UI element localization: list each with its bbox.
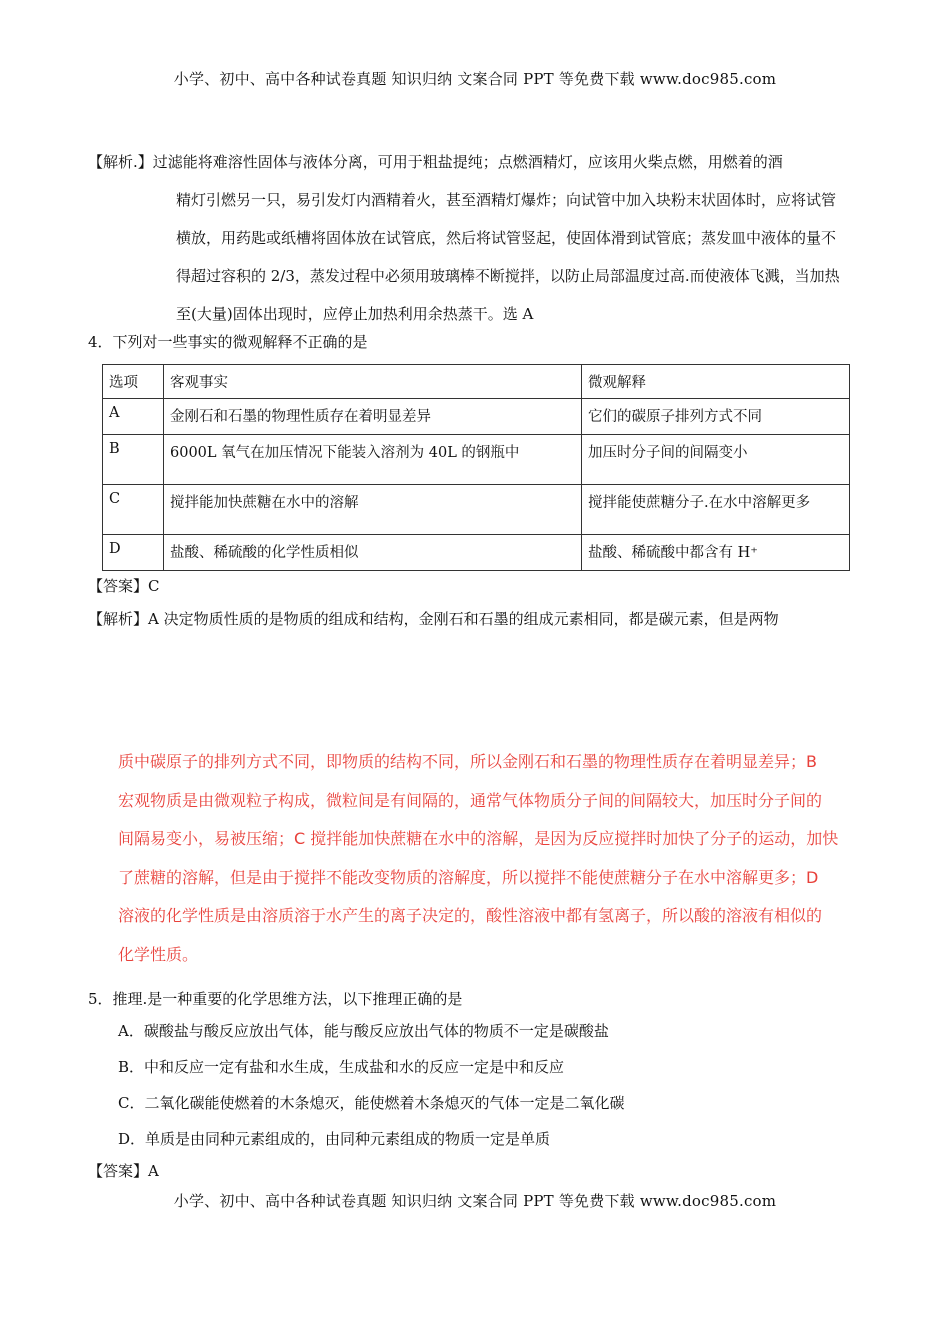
red-line: 了蔗糖的溶解，但是由于搅拌不能改变物质的溶解度，所以搅拌不能使蔗糖分子在水中溶解更多；D: [118, 867, 819, 887]
table-header-cell: 选项: [103, 365, 164, 399]
analysis-continuation-red: [118, 743, 878, 974]
red-line: 溶液的化学性质是由溶质溶于水产生的离子决定的，酸性溶液中都有氢离子，所以酸的溶液有相似的: [118, 906, 823, 925]
table-row: [103, 399, 850, 435]
red-line: 间隔易变小，易被压缩；C 搅拌能加快蔗糖在水中的溶解，是因为反应搅拌时加快了分子的运动，加快: [118, 829, 839, 848]
table-cell: 加压时分子间的间隔变小: [582, 435, 850, 485]
analysis-line: 【解析.】过滤能将难溶性固体与液体分离，可用于粗盐提纯；点燃酒精灯，应该用火柴点燃，用燃着的酒: [88, 153, 783, 171]
table-cell: 它们的碳原子排列方式不同: [582, 399, 850, 435]
table-cell: 盐酸、稀硫酸中都含有 H⁺: [582, 535, 850, 571]
table-header-cell: 微观解释: [582, 365, 850, 399]
facts-table: [102, 364, 850, 571]
table-header-row: [103, 365, 850, 399]
question-5: 5．推理.是一种重要的化学思维方法，以下推理正确的是: [88, 990, 463, 1008]
table-header-cell: 客观事实: [164, 365, 582, 399]
analysis-section-q3: [88, 143, 868, 333]
red-line: 化学性质。: [118, 944, 199, 964]
analysis-line: 精灯引燃另一只，易引发灯内酒精着火，甚至酒精灯爆炸；向试管中加入块粉末状固体时，应将试管: [176, 191, 837, 209]
red-line: 宏观物质是由微观粒子构成，微粒间是有间隔的，通常气体物质分子间的间隔较大，加压时分子间的: [118, 790, 823, 810]
table-cell: 6000L 氧气在加压情况下能装入溶剂为 40L 的钢瓶中: [164, 435, 582, 485]
option-d: D．单质是由同种元素组成的，由同种元素组成的物质一定是单质: [118, 1130, 551, 1148]
page-footer: 小学、初中、高中各种试卷真题 知识归纳 文案合同 PPT 等免费下载 www.doc985.com: [173, 1192, 777, 1210]
page-header: 小学、初中、高中各种试卷真题 知识归纳 文案合同 PPT 等免费下载 www.doc985.com: [173, 70, 777, 88]
table-cell: 盐酸、稀硫酸的化学性质相似: [164, 535, 582, 571]
table-cell: C: [103, 485, 164, 535]
analysis-line: 横放，用药匙或纸槽将固体放在试管底，然后将试管竖起，使固体滑到试管底；蒸发皿中液体的量不: [176, 229, 837, 247]
table-cell: D: [103, 535, 164, 571]
analysis-line: 至(大量)固体出现时，应停止加热利用余热蒸干。选 A: [176, 305, 534, 323]
table-cell: A: [103, 399, 164, 435]
table-row: [103, 535, 850, 571]
question-4: 4．下列对一些事实的微观解释不正确的是: [88, 333, 368, 351]
red-line: 质中碳原子的排列方式不同，即物质的结构不同，所以金刚石和石墨的物理性质存在着明显差异；B: [118, 752, 817, 771]
table-cell: 搅拌能使蔗糖分子.在水中溶解更多: [582, 485, 850, 535]
table-cell: B: [103, 435, 164, 485]
analysis-line: 得超过容积的 2/3，蒸发过程中必须用玻璃棒不断搅拌，以防止局部温度过高.而使液体飞溅，当加热: [176, 267, 840, 285]
option-a: A．碳酸盐与酸反应放出气体，能与酸反应放出气体的物质不一定是碳酸盐: [118, 1022, 609, 1040]
answer-q5: 【答案】A: [88, 1162, 159, 1180]
analysis-q4: 【解析】A 决定物质性质的是物质的组成和结构，金刚石和石墨的组成元素相同，都是碳元素，但是两物: [88, 610, 779, 628]
option-b: B．中和反应一定有盐和水生成，生成盐和水的反应一定是中和反应: [118, 1058, 565, 1076]
table-row: [103, 435, 850, 485]
question-5-options: [118, 1020, 624, 1164]
table-cell: 金刚石和石墨的物理性质存在着明显差异: [164, 399, 582, 435]
table-row: [103, 485, 850, 535]
option-c: C．二氧化碳能使燃着的木条熄灭，能使燃着木条熄灭的气体一定是二氧化碳: [118, 1094, 625, 1112]
table-cell: 搅拌能加快蔗糖在水中的溶解: [164, 485, 582, 535]
answer-q4: 【答案】C: [88, 577, 160, 595]
